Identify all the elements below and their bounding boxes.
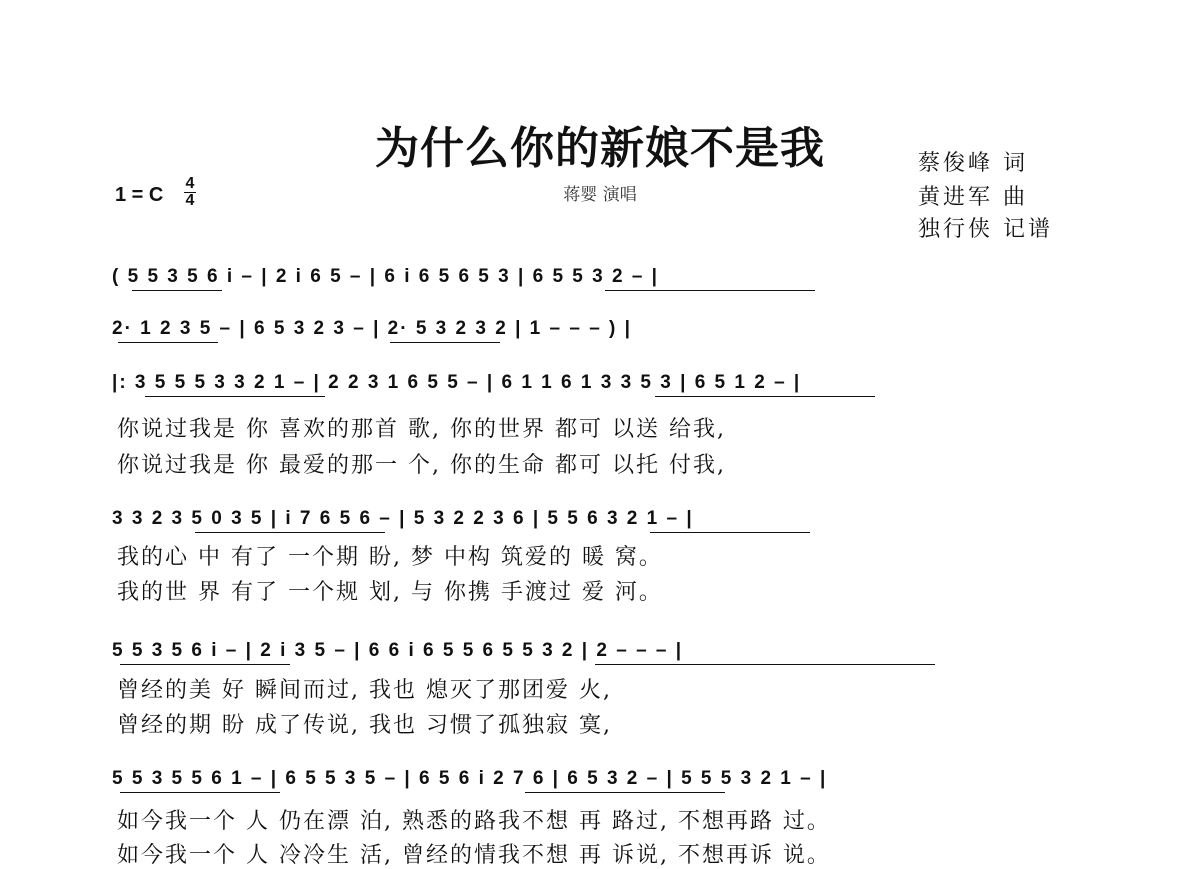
note-underline xyxy=(390,342,500,343)
lyric-line-2: 如今我一个 人 冷冷生 活, 曾经的情我不想 再 诉说, 不想再诉 说。 xyxy=(117,843,831,868)
lyric-line-2: 曾经的期 盼 成了传说, 我也 习惯了孤独寂 寞, xyxy=(117,713,612,738)
note-underline xyxy=(525,792,725,793)
notation-row: |: 3 5 5 5 3 3 2 1 – | 2 2 3 1 6 5 5 – | 6 1 1 6 1 3 3 5 3 | 6 5 1 2 – | xyxy=(112,372,802,393)
lyric-line-1: 如今我一个 人 仍在漂 泊, 熟悉的路我不想 再 路过, 不想再路 过。 xyxy=(117,809,831,834)
notation-row: 5 5 3 5 5 6 1 – | 6 5 5 3 5 – | 6 5 6 i 2 7 6 | 6 5 3 2 – | 5 5 5 3 2 1 – | xyxy=(112,768,828,789)
key-signature: 1 = C xyxy=(115,184,164,206)
composer-credit: 黄进军 曲 xyxy=(918,185,1028,210)
notation-row: ( 5 5 3 5 6 i – | 2 i 6 5 – | 6 i 6 5 6 5 3 | 6 5 5 3 2 – | xyxy=(112,266,659,287)
transcriber-credit: 独行侠 记谱 xyxy=(918,217,1053,242)
notation-row: 2· 1 2 3 5 – | 6 5 3 2 3 – | 2· 5 3 2 3 2 | 1 – – – ) | xyxy=(112,318,632,339)
song-title: 为什么你的新娘不是我 xyxy=(375,123,825,174)
note-underline xyxy=(118,342,218,343)
lyric-line-2: 你说过我是 你 最爱的那一 个, 你的生命 都可 以托 付我, xyxy=(117,453,726,478)
note-underline xyxy=(145,396,325,397)
note-underline xyxy=(195,532,385,533)
singer-credit: 蒋婴 演唱 xyxy=(563,185,637,205)
lyricist-credit: 蔡俊峰 词 xyxy=(918,151,1028,176)
note-underline xyxy=(132,290,222,291)
lyric-line-2: 我的世 界 有了 一个规 划, 与 你携 手渡过 爱 河。 xyxy=(117,580,663,605)
note-underline xyxy=(655,396,875,397)
note-underline xyxy=(650,532,810,533)
time-signature-top: 4 xyxy=(185,175,195,192)
note-underline xyxy=(605,290,815,291)
notation-row: 3 3 2 3 5 0 3 5 | i 7 6 5 6 – | 5 3 2 2 3 6 | 5 5 6 3 2 1 – | xyxy=(112,508,694,529)
note-underline xyxy=(120,664,290,665)
note-underline xyxy=(595,664,935,665)
lyric-line-1: 我的心 中 有了 一个期 盼, 梦 中构 筑爱的 暖 窝。 xyxy=(117,545,663,570)
lyric-line-1: 你说过我是 你 喜欢的那首 歌, 你的世界 都可 以送 给我, xyxy=(117,417,726,442)
time-signature xyxy=(183,176,197,209)
note-underline xyxy=(120,792,280,793)
time-signature-bottom: 4 xyxy=(185,192,195,209)
notation-row: 5 5 3 5 6 i – | 2 i 3 5 – | 6 6 i 6 5 5 6 5 5 3 2 | 2 – – – | xyxy=(112,640,684,661)
lyric-line-1: 曾经的美 好 瞬间而过, 我也 熄灭了那团爱 火, xyxy=(117,678,612,703)
